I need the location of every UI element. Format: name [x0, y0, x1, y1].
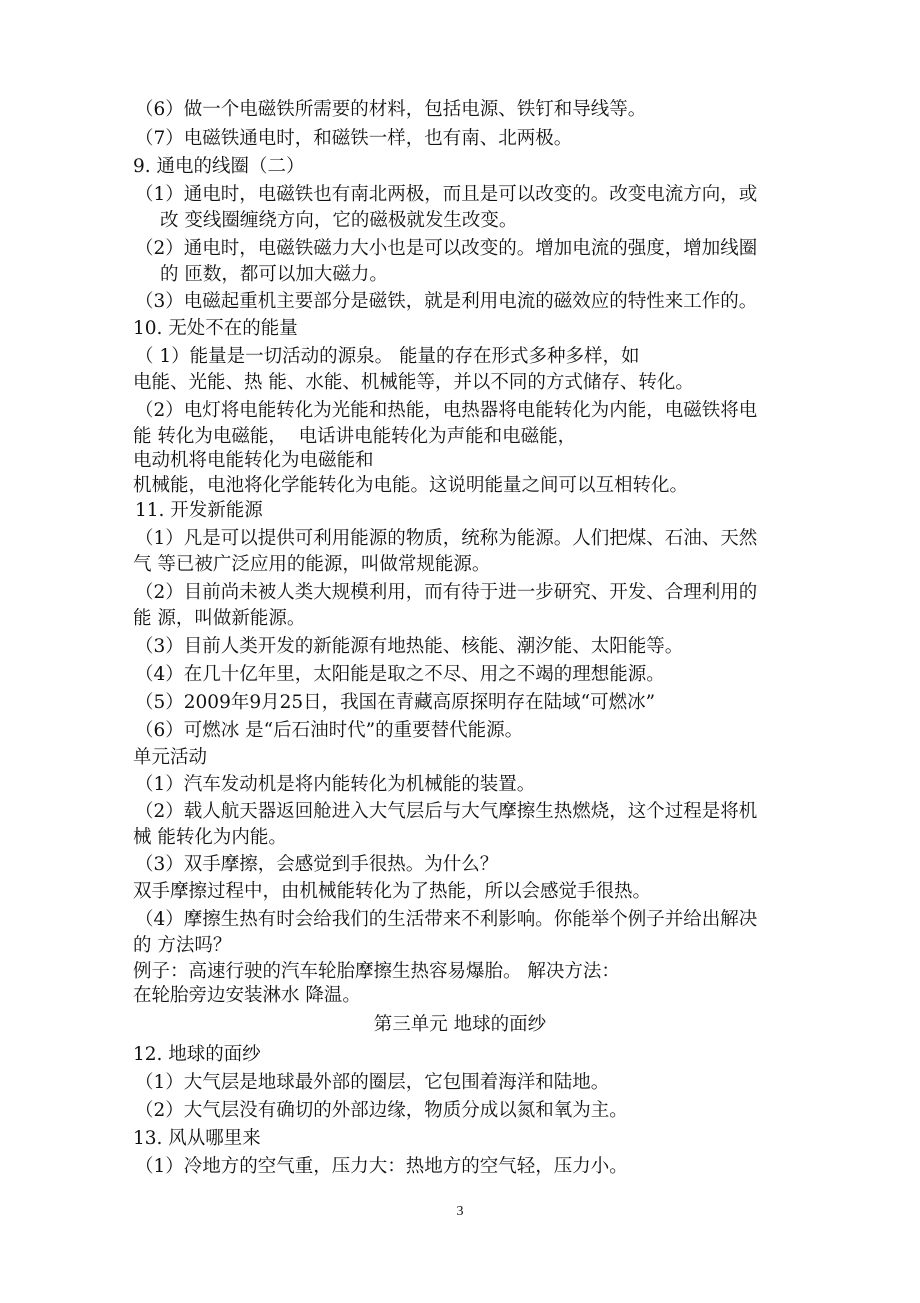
text-line: （3）目前人类开发的新能源有地热能、核能、潮汐能、太阳能等。: [135, 636, 684, 657]
text-line: 电动机将电能转化为电磁能和: [133, 450, 374, 471]
text-line: 双手摩擦过程中，由机械能转化为了热能，所以会感觉手很热。: [133, 881, 652, 902]
unit-title: 第三单元 地球的面纱: [373, 1014, 547, 1035]
text-line: （2）通电时，电磁铁磁力大小也是可以改变的。增加电流的强度，增加线圈: [135, 238, 758, 259]
text-line: 在轮胎旁边安装淋水 降温。: [133, 985, 361, 1006]
text-line: 能 源，叫做新能源。: [133, 608, 306, 629]
page-number: 3: [456, 1204, 464, 1219]
text-line: （1）大气层是地球最外部的圈层，它包围着海洋和陆地。: [135, 1072, 610, 1093]
text-line: 械 能转化为内能。: [133, 827, 287, 848]
text-line: （3）电磁起重机主要部分是磁铁，就是利用电流的磁效应的特性来工作的。: [135, 291, 758, 312]
text-line: 能 转化为电磁能， 电话讲电能转化为声能和电磁能，: [133, 426, 577, 447]
text-line: （6）做一个电磁铁所需要的材料，包括电源、铁钉和导线等。: [135, 99, 647, 120]
text-line: （2）载人航天器返回舱进入大气层后与大气摩擦生热燃烧，这个过程是将机: [135, 801, 758, 822]
section-heading: 13. 风从哪里来: [133, 1128, 261, 1149]
section-heading: 11. 开发新能源: [135, 500, 263, 521]
text-line: 电能、光能、热 能、水能、机械能等，并以不同的方式储存、转化。: [133, 372, 694, 393]
text-line: （1）汽车发动机是将内能转化为机械能的装置。: [135, 774, 536, 795]
text-line: 的 匝数，都可以加大磁力。: [160, 264, 388, 285]
section-heading: 10. 无处不在的能量: [133, 318, 298, 339]
section-heading: 12. 地球的面纱: [133, 1044, 261, 1065]
text-line: （4）摩擦生热有时会给我们的生活带来不利影响。你能举个例子并给出解决: [135, 909, 758, 930]
text-line: 例子：高速行驶的汽车轮胎摩擦生热容易爆胎。 解决方法：: [133, 961, 620, 982]
text-line: （3）双手摩擦，会感觉到手很热。为什么？: [135, 854, 499, 875]
text-line: （ 1）能量是一切活动的源泉。 能量的存在形式多种多样，如: [135, 346, 640, 367]
section-heading: 单元活动: [133, 747, 208, 768]
text-line: 的 方法吗？: [133, 935, 232, 956]
text-line: 机械能，电池将化学能转化为电能。这说明能量之间可以互相转化。: [133, 475, 689, 496]
text-line: （2）目前尚未被人类大规模利用，而有待于进一步研究、开发、合理利用的: [135, 582, 758, 603]
text-line: 气 等已被广泛应用的能源，叫做常规能源。: [133, 554, 491, 575]
text-line: （2）大气层没有确切的外部边缘，物质分成以氮和氧为主。: [135, 1100, 628, 1121]
text-line: （1）凡是可以提供可利用能源的物质，统称为能源。人们把煤、石油、天然: [135, 528, 758, 549]
text-line: （2）电灯将电能转化为光能和热能，电热器将电能转化为内能，电磁铁将电: [135, 400, 758, 421]
text-line: （4）在几十亿年里，太阳能是取之不尽、用之不竭的理想能源。: [135, 664, 665, 685]
text-line: （1）冷地方的空气重，压力大：热地方的空气轻，压力小。: [135, 1156, 628, 1177]
section-heading: 9. 通电的线圈（二）: [133, 156, 305, 177]
text-line: （7）电磁铁通电时，和磁铁一样，也有南、北两极。: [135, 128, 573, 149]
text-line: 改 变线圈缠绕方向，它的磁极就发生改变。: [160, 210, 518, 231]
text-line: （6）可燃冰 是“后石油时代”的重要替代能源。: [135, 720, 524, 741]
text-line: （1）通电时，电磁铁也有南北两极，而且是可以改变的。改变电流方向，或: [135, 184, 758, 205]
text-line: （5）2009年9月25日，我国在青藏高原探明存在陆域“可燃冰”: [135, 692, 656, 713]
